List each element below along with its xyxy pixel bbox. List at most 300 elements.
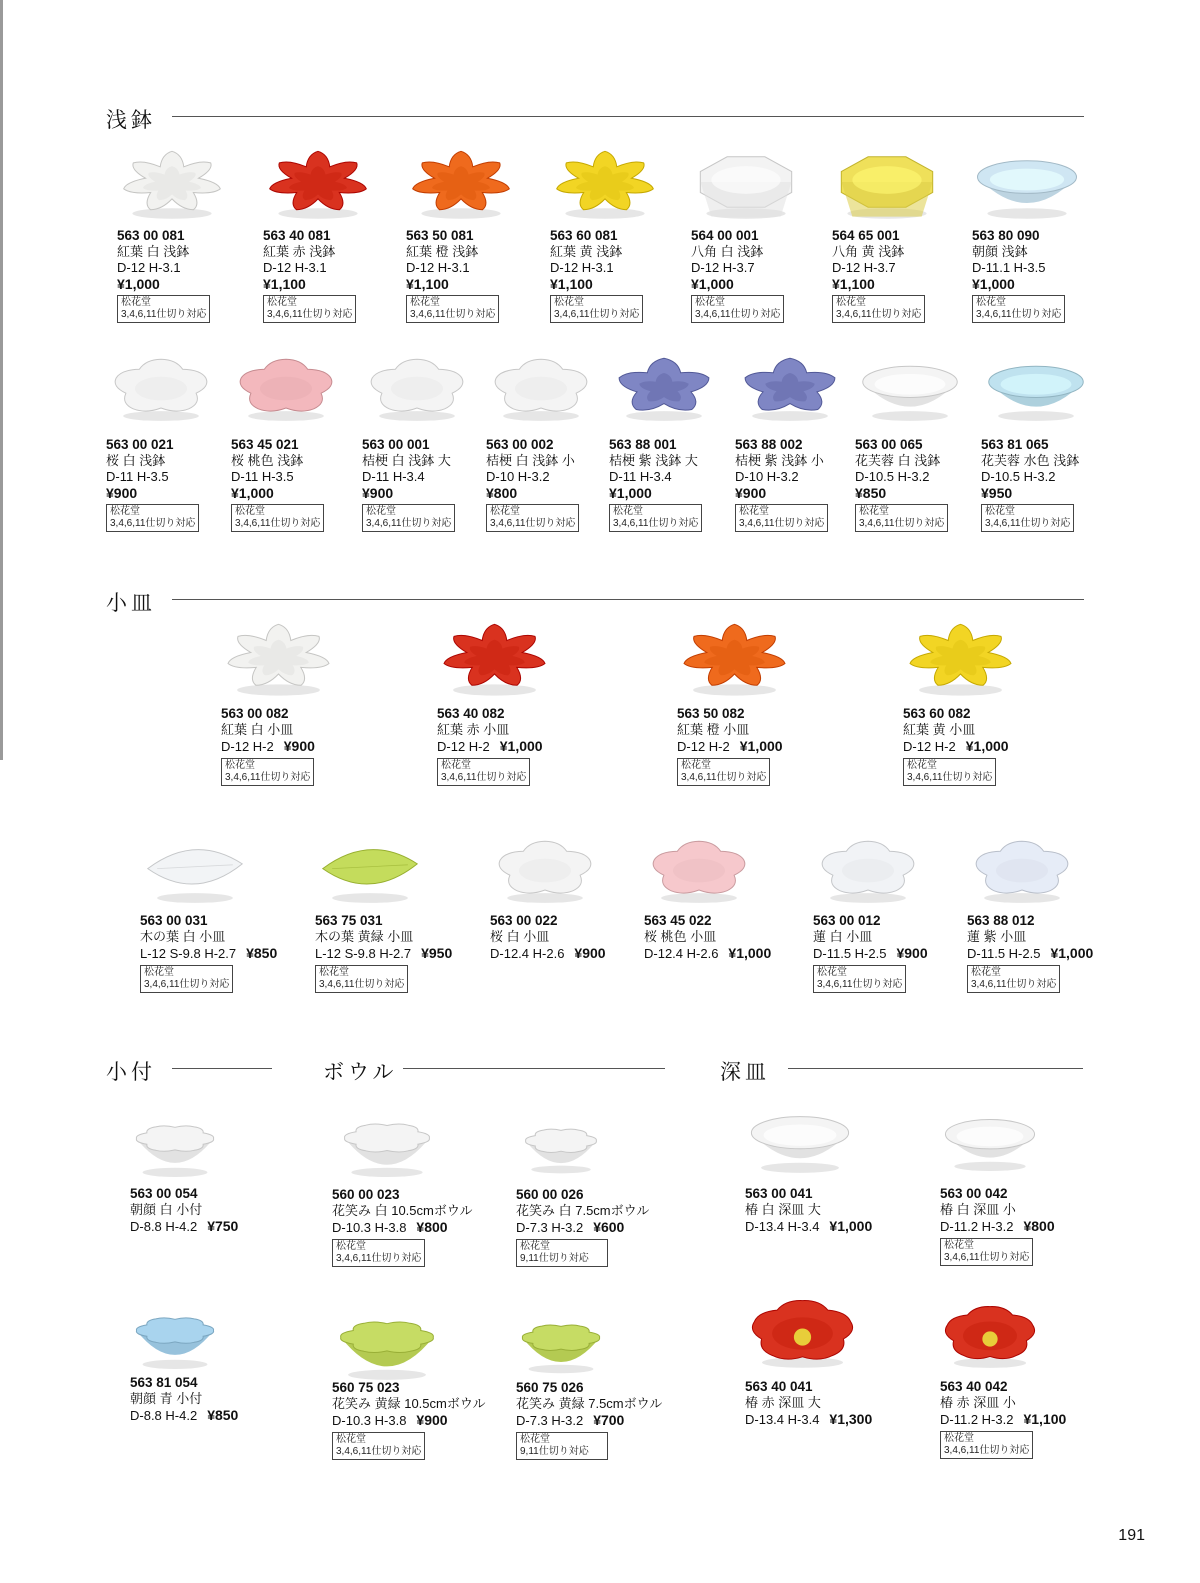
product-code: 563 50 082	[677, 706, 745, 721]
section-rule	[172, 116, 1084, 117]
partition-badge	[677, 758, 770, 786]
badge-partition-text: 9,11仕切り対応	[520, 1446, 589, 1457]
product-dimensions: D-10 H-3.2	[735, 469, 799, 484]
product-price: ¥1,000	[691, 276, 734, 292]
product-price: ¥1,100	[406, 276, 449, 292]
dimension-price-row	[940, 1218, 1055, 1235]
product-name: 紅葉 黄 小皿	[903, 722, 976, 737]
product-code: 563 81 065	[981, 437, 1049, 452]
product-dimensions: D-11 H-3.5	[106, 469, 169, 484]
dish-image	[550, 146, 660, 221]
product-price: ¥800	[416, 1219, 448, 1235]
badge-title: 松花堂	[836, 297, 866, 308]
product-info	[609, 437, 702, 532]
partition-badge	[437, 758, 530, 786]
badge-title: 松花堂	[695, 297, 725, 308]
product-price: ¥950	[421, 945, 453, 961]
dimension-price-row	[140, 945, 277, 962]
product-dimensions: D-12 H-2	[437, 739, 490, 754]
section-heading-kozuke	[106, 1056, 272, 1086]
section-title: 深皿	[720, 1060, 770, 1084]
section-heading-fukazara	[720, 1056, 1083, 1086]
product-name: 八角 黄 浅鉢	[832, 244, 905, 259]
dish-image	[263, 146, 373, 221]
dish-image	[437, 618, 552, 698]
product-name: 桔梗 紫 浅鉢 小	[735, 453, 824, 468]
badge-title: 松花堂	[121, 297, 151, 308]
product-code: 564 00 001	[691, 228, 759, 243]
product-info	[437, 706, 543, 786]
product-dimensions: D-8.8 H-4.2	[130, 1408, 198, 1423]
section-title: 小皿	[106, 591, 156, 615]
partition-badge	[106, 504, 199, 532]
section-rule	[172, 599, 1084, 600]
product-dimensions: D-11.5 H-2.5	[967, 946, 1041, 961]
product-info	[130, 1375, 238, 1424]
product-price: ¥1,000	[231, 485, 274, 501]
product-dimensions: D-8.8 H-4.2	[130, 1219, 198, 1234]
product-price: ¥1,100	[832, 276, 875, 292]
badge-partition-text: 3,4,6,11仕切り対応	[110, 518, 196, 529]
product-name: 木の葉 黄緑 小皿	[315, 929, 414, 944]
badge-partition-text: 3,4,6,11仕切り対応	[613, 518, 699, 529]
product-price: ¥1,000	[829, 1218, 873, 1234]
partition-badge	[981, 504, 1074, 532]
partition-badge	[362, 504, 455, 532]
product-info	[516, 1380, 662, 1460]
product-name: 桜 白 小皿	[490, 929, 550, 944]
dish-image	[903, 618, 1018, 698]
dish-image	[940, 1107, 1040, 1173]
badge-partition-text: 3,4,6,11仕切り対応	[441, 772, 527, 783]
section-rule	[788, 1068, 1083, 1069]
section-title: 小付	[106, 1060, 156, 1084]
product-price: ¥1,000	[728, 945, 772, 961]
product-name: 紅葉 橙 浅鉢	[406, 244, 479, 259]
product-info	[263, 228, 356, 323]
product-info	[967, 913, 1093, 993]
dish-image	[813, 835, 923, 905]
product-info	[362, 437, 455, 532]
partition-badge	[609, 504, 702, 532]
product-name: 紅葉 白 浅鉢	[117, 244, 190, 259]
dish-image	[832, 146, 942, 221]
partition-badge	[550, 295, 643, 323]
badge-title: 松花堂	[110, 506, 140, 517]
product-name: 花芙蓉 水色 浅鉢	[981, 453, 1080, 468]
partition-badge	[140, 965, 233, 993]
dimension-price-row	[677, 738, 783, 755]
badge-title: 松花堂	[907, 760, 937, 771]
product-name: 桔梗 白 浅鉢 小	[486, 453, 575, 468]
dish-image	[981, 353, 1091, 423]
product-price: ¥900	[283, 738, 315, 754]
product-price: ¥850	[246, 945, 278, 961]
badge-title: 松花堂	[336, 1241, 366, 1252]
dimension-price-row	[903, 738, 1009, 755]
dish-image	[362, 353, 472, 423]
product-price: ¥1,300	[829, 1411, 873, 1427]
product-name: 椿 白 深皿 小	[940, 1202, 1016, 1217]
product-code: 563 81 054	[130, 1375, 198, 1390]
dish-image	[644, 835, 754, 905]
product-name: 桜 桃色 小皿	[644, 929, 717, 944]
product-price: ¥1,000	[117, 276, 160, 292]
dimension-price-row	[813, 945, 928, 962]
badge-partition-text: 3,4,6,11仕切り対応	[235, 518, 321, 529]
dish-image	[140, 835, 250, 905]
badge-partition-text: 3,4,6,11仕切り対応	[695, 309, 781, 320]
badge-title: 松花堂	[225, 760, 255, 771]
partition-badge	[315, 965, 408, 993]
badge-title: 松花堂	[520, 1434, 550, 1445]
dish-image	[691, 146, 801, 221]
partition-badge	[486, 504, 579, 532]
product-code: 563 88 012	[967, 913, 1035, 928]
partition-badge	[263, 295, 356, 323]
product-name: 八角 白 浅鉢	[691, 244, 764, 259]
product-price: ¥900	[896, 945, 928, 961]
badge-title: 松花堂	[944, 1240, 974, 1251]
dish-image	[745, 1295, 860, 1370]
product-dimensions: D-10.3 H-3.8	[332, 1413, 407, 1428]
product-price: ¥800	[1023, 1218, 1055, 1234]
dimension-price-row	[644, 945, 771, 962]
badge-partition-text: 3,4,6,11仕切り対応	[144, 979, 230, 990]
badge-title: 松花堂	[144, 967, 174, 978]
product-code: 563 00 054	[130, 1186, 198, 1201]
section-rule	[403, 1068, 665, 1069]
product-code: 560 00 023	[332, 1187, 400, 1202]
dimension-price-row	[967, 945, 1093, 962]
product-code: 563 75 031	[315, 913, 383, 928]
product-info	[855, 437, 948, 532]
product-price: ¥900	[106, 485, 138, 501]
product-code: 563 40 081	[263, 228, 331, 243]
product-price: ¥850	[207, 1407, 239, 1423]
product-info	[332, 1380, 485, 1460]
product-code: 563 00 022	[490, 913, 558, 928]
badge-title: 松花堂	[319, 967, 349, 978]
section-title: 浅鉢	[106, 108, 156, 132]
product-info	[940, 1379, 1066, 1459]
badge-partition-text: 9,11仕切り対応	[520, 1253, 589, 1264]
badge-partition-text: 3,4,6,11仕切り対応	[554, 309, 640, 320]
product-info	[940, 1186, 1055, 1266]
badge-partition-text: 3,4,6,11仕切り対応	[490, 518, 576, 529]
product-code: 563 00 042	[940, 1186, 1008, 1201]
badge-partition-text: 3,4,6,11仕切り対応	[336, 1446, 422, 1457]
page-number: 191	[1118, 1527, 1145, 1544]
product-price: ¥1,000	[739, 738, 783, 754]
product-dimensions: L-12 S-9.8 H-2.7	[140, 946, 237, 961]
product-info	[981, 437, 1079, 532]
dimension-price-row	[130, 1218, 238, 1235]
badge-title: 松花堂	[976, 297, 1006, 308]
badge-partition-text: 3,4,6,11仕切り対応	[836, 309, 922, 320]
dimension-price-row	[315, 945, 452, 962]
partition-badge	[406, 295, 499, 323]
section-title: ボウル	[323, 1060, 398, 1084]
product-dimensions: L-12 S-9.8 H-2.7	[315, 946, 412, 961]
partition-badge	[735, 504, 828, 532]
product-price: ¥600	[593, 1219, 625, 1235]
product-dimensions: D-12 H-3.7	[832, 260, 896, 275]
product-code: 563 00 031	[140, 913, 208, 928]
badge-title: 松花堂	[554, 297, 584, 308]
page-spine-edge	[0, 0, 3, 760]
product-name: 花笑み 白 7.5cmボウル	[516, 1203, 650, 1218]
dish-image	[117, 146, 227, 221]
product-code: 563 40 042	[940, 1379, 1008, 1394]
product-name: 花笑み 白 10.5cmボウル	[332, 1203, 473, 1218]
badge-partition-text: 3,4,6,11仕切り対応	[944, 1252, 1030, 1263]
product-code: 563 00 001	[362, 437, 430, 452]
product-price: ¥800	[486, 485, 518, 501]
product-code: 563 88 002	[735, 437, 803, 452]
partition-badge	[516, 1432, 608, 1460]
product-name: 紅葉 白 小皿	[221, 722, 294, 737]
dimension-price-row	[437, 738, 543, 755]
product-name: 蓮 白 小皿	[813, 929, 873, 944]
dish-image	[972, 146, 1082, 221]
product-name: 桜 白 浅鉢	[106, 453, 166, 468]
product-name: 桔梗 紫 浅鉢 大	[609, 453, 698, 468]
product-info	[117, 228, 210, 323]
badge-title: 松花堂	[520, 1241, 550, 1252]
product-name: 紅葉 橙 小皿	[677, 722, 750, 737]
badge-partition-text: 3,4,6,11仕切り対応	[366, 518, 452, 529]
product-price: ¥900	[735, 485, 767, 501]
product-code: 564 65 001	[832, 228, 900, 243]
partition-badge	[231, 504, 324, 532]
dimension-price-row	[516, 1219, 649, 1236]
product-name: 花笑み 黄緑 7.5cmボウル	[516, 1396, 663, 1411]
badge-partition-text: 3,4,6,11仕切り対応	[681, 772, 767, 783]
product-code: 563 40 082	[437, 706, 505, 721]
dish-image	[332, 1310, 442, 1382]
dish-image	[130, 1305, 220, 1371]
badge-partition-text: 3,4,6,11仕切り対応	[817, 979, 903, 990]
badge-partition-text: 3,4,6,11仕切り対応	[739, 518, 825, 529]
product-code: 563 50 081	[406, 228, 474, 243]
product-code: 560 75 026	[516, 1380, 584, 1395]
dish-image	[735, 353, 845, 423]
product-price: ¥1,100	[263, 276, 306, 292]
dish-image	[486, 353, 596, 423]
badge-title: 松花堂	[985, 506, 1015, 517]
partition-badge	[940, 1238, 1033, 1266]
badge-partition-text: 3,4,6,11仕切り対応	[267, 309, 353, 320]
dish-image	[940, 1300, 1040, 1370]
product-price: ¥1,000	[965, 738, 1009, 754]
partition-badge	[332, 1239, 425, 1267]
product-price: ¥1,000	[609, 485, 652, 501]
product-info	[550, 228, 643, 323]
product-price: ¥900	[362, 485, 394, 501]
badge-partition-text: 3,4,6,11仕切り対応	[944, 1445, 1030, 1456]
product-code: 563 00 041	[745, 1186, 813, 1201]
product-dimensions: D-11.2 H-3.2	[940, 1412, 1014, 1427]
product-price: ¥1,100	[1023, 1411, 1067, 1427]
section-heading-bowl	[323, 1056, 665, 1086]
product-price: ¥750	[207, 1218, 239, 1234]
product-price: ¥900	[574, 945, 606, 961]
product-dimensions: D-12 H-3.1	[263, 260, 327, 275]
badge-partition-text: 3,4,6,11仕切り対応	[225, 772, 311, 783]
product-info	[231, 437, 324, 532]
product-info	[486, 437, 579, 532]
product-info	[832, 228, 925, 323]
product-code: 563 00 002	[486, 437, 554, 452]
product-dimensions: D-13.4 H-3.4	[745, 1219, 820, 1234]
product-info	[406, 228, 499, 323]
product-code: 563 00 012	[813, 913, 881, 928]
product-name: 椿 赤 深皿 大	[745, 1395, 821, 1410]
section-rule	[172, 1068, 272, 1069]
product-price: ¥950	[981, 485, 1013, 501]
badge-title: 松花堂	[817, 967, 847, 978]
badge-title: 松花堂	[944, 1433, 974, 1444]
product-dimensions: D-10.5 H-3.2	[855, 469, 930, 484]
dish-image	[332, 1113, 442, 1179]
badge-partition-text: 3,4,6,11仕切り対応	[985, 518, 1071, 529]
badge-partition-text: 3,4,6,11仕切り対応	[907, 772, 993, 783]
badge-partition-text: 3,4,6,11仕切り対応	[336, 1253, 422, 1264]
product-code: 563 40 041	[745, 1379, 813, 1394]
badge-partition-text: 3,4,6,11仕切り対応	[976, 309, 1062, 320]
product-name: 朝顔 白 小付	[130, 1202, 203, 1217]
section-heading-asabachi	[106, 104, 1084, 134]
badge-title: 松花堂	[366, 506, 396, 517]
product-code: 563 45 022	[644, 913, 712, 928]
product-info	[490, 913, 606, 962]
dimension-price-row	[516, 1412, 662, 1429]
product-price: ¥700	[593, 1412, 625, 1428]
product-dimensions: D-10.3 H-3.8	[332, 1220, 407, 1235]
product-name: 椿 赤 深皿 小	[940, 1395, 1016, 1410]
product-name: 紅葉 赤 小皿	[437, 722, 510, 737]
badge-title: 松花堂	[971, 967, 1001, 978]
product-dimensions: D-11 H-3.4	[362, 469, 425, 484]
badge-partition-text: 3,4,6,11仕切り対応	[971, 979, 1057, 990]
partition-badge	[813, 965, 906, 993]
product-dimensions: D-7.3 H-3.2	[516, 1413, 584, 1428]
product-name: 椿 白 深皿 大	[745, 1202, 821, 1217]
dimension-price-row	[490, 945, 606, 962]
product-code: 560 00 026	[516, 1187, 584, 1202]
dimension-price-row	[745, 1411, 872, 1428]
product-dimensions: D-11 H-3.4	[609, 469, 672, 484]
dimension-price-row	[332, 1219, 472, 1236]
product-price: ¥900	[416, 1412, 448, 1428]
product-info	[813, 913, 928, 993]
product-info	[644, 913, 771, 962]
product-name: 桜 桃色 浅鉢	[231, 453, 304, 468]
product-dimensions: D-12 H-2	[221, 739, 274, 754]
partition-badge	[117, 295, 210, 323]
product-dimensions: D-10.5 H-3.2	[981, 469, 1056, 484]
product-dimensions: D-12 H-2	[903, 739, 956, 754]
product-info	[140, 913, 277, 993]
product-code: 563 45 021	[231, 437, 299, 452]
product-code: 563 80 090	[972, 228, 1040, 243]
product-dimensions: D-11.1 H-3.5	[972, 260, 1046, 275]
product-dimensions: D-13.4 H-3.4	[745, 1412, 820, 1427]
product-name: 朝顔 青 小付	[130, 1391, 203, 1406]
product-info	[903, 706, 1009, 786]
dish-image	[130, 1113, 220, 1179]
product-info	[106, 437, 199, 532]
badge-partition-text: 3,4,6,11仕切り対応	[859, 518, 945, 529]
product-dimensions: D-11.2 H-3.2	[940, 1219, 1014, 1234]
product-name: 花芙蓉 白 浅鉢	[855, 453, 941, 468]
badge-title: 松花堂	[681, 760, 711, 771]
partition-badge	[855, 504, 948, 532]
product-info	[972, 228, 1065, 323]
badge-partition-text: 3,4,6,11仕切り対応	[410, 309, 496, 320]
product-dimensions: D-11.5 H-2.5	[813, 946, 887, 961]
product-dimensions: D-12 H-3.1	[406, 260, 470, 275]
product-dimensions: D-12 H-3.7	[691, 260, 755, 275]
product-price: ¥1,100	[550, 276, 593, 292]
badge-title: 松花堂	[739, 506, 769, 517]
dimension-price-row	[332, 1412, 485, 1429]
badge-title: 松花堂	[613, 506, 643, 517]
badge-title: 松花堂	[410, 297, 440, 308]
dish-image	[516, 1120, 606, 1175]
badge-title: 松花堂	[336, 1434, 366, 1445]
partition-badge	[972, 295, 1065, 323]
partition-badge	[221, 758, 314, 786]
product-price: ¥1,000	[1050, 945, 1094, 961]
dish-image	[855, 353, 965, 423]
product-name: 木の葉 白 小皿	[140, 929, 226, 944]
product-dimensions: D-12 H-3.1	[117, 260, 181, 275]
badge-partition-text: 3,4,6,11仕切り対応	[121, 309, 207, 320]
dish-image	[106, 353, 216, 423]
product-code: 560 75 023	[332, 1380, 400, 1395]
partition-badge	[967, 965, 1060, 993]
product-code: 563 88 001	[609, 437, 677, 452]
product-code: 563 60 081	[550, 228, 618, 243]
product-dimensions: D-12 H-2	[677, 739, 730, 754]
product-info	[221, 706, 315, 786]
badge-title: 松花堂	[490, 506, 520, 517]
product-code: 563 00 065	[855, 437, 923, 452]
product-code: 563 00 081	[117, 228, 185, 243]
dimension-price-row	[130, 1407, 238, 1424]
dish-image	[967, 835, 1077, 905]
dish-image	[745, 1103, 855, 1175]
dish-image	[315, 835, 425, 905]
product-name: 花笑み 黄緑 10.5cmボウル	[332, 1396, 486, 1411]
product-code: 563 60 082	[903, 706, 971, 721]
partition-badge	[903, 758, 996, 786]
product-info	[691, 228, 784, 323]
badge-partition-text: 3,4,6,11仕切り対応	[319, 979, 405, 990]
dish-image	[490, 835, 600, 905]
dimension-price-row	[940, 1411, 1066, 1428]
partition-badge	[832, 295, 925, 323]
partition-badge	[332, 1432, 425, 1460]
product-price: ¥1,000	[972, 276, 1015, 292]
partition-badge	[516, 1239, 608, 1267]
dish-image	[231, 353, 341, 423]
product-dimensions: D-11 H-3.5	[231, 469, 294, 484]
badge-title: 松花堂	[235, 506, 265, 517]
partition-badge	[940, 1431, 1033, 1459]
